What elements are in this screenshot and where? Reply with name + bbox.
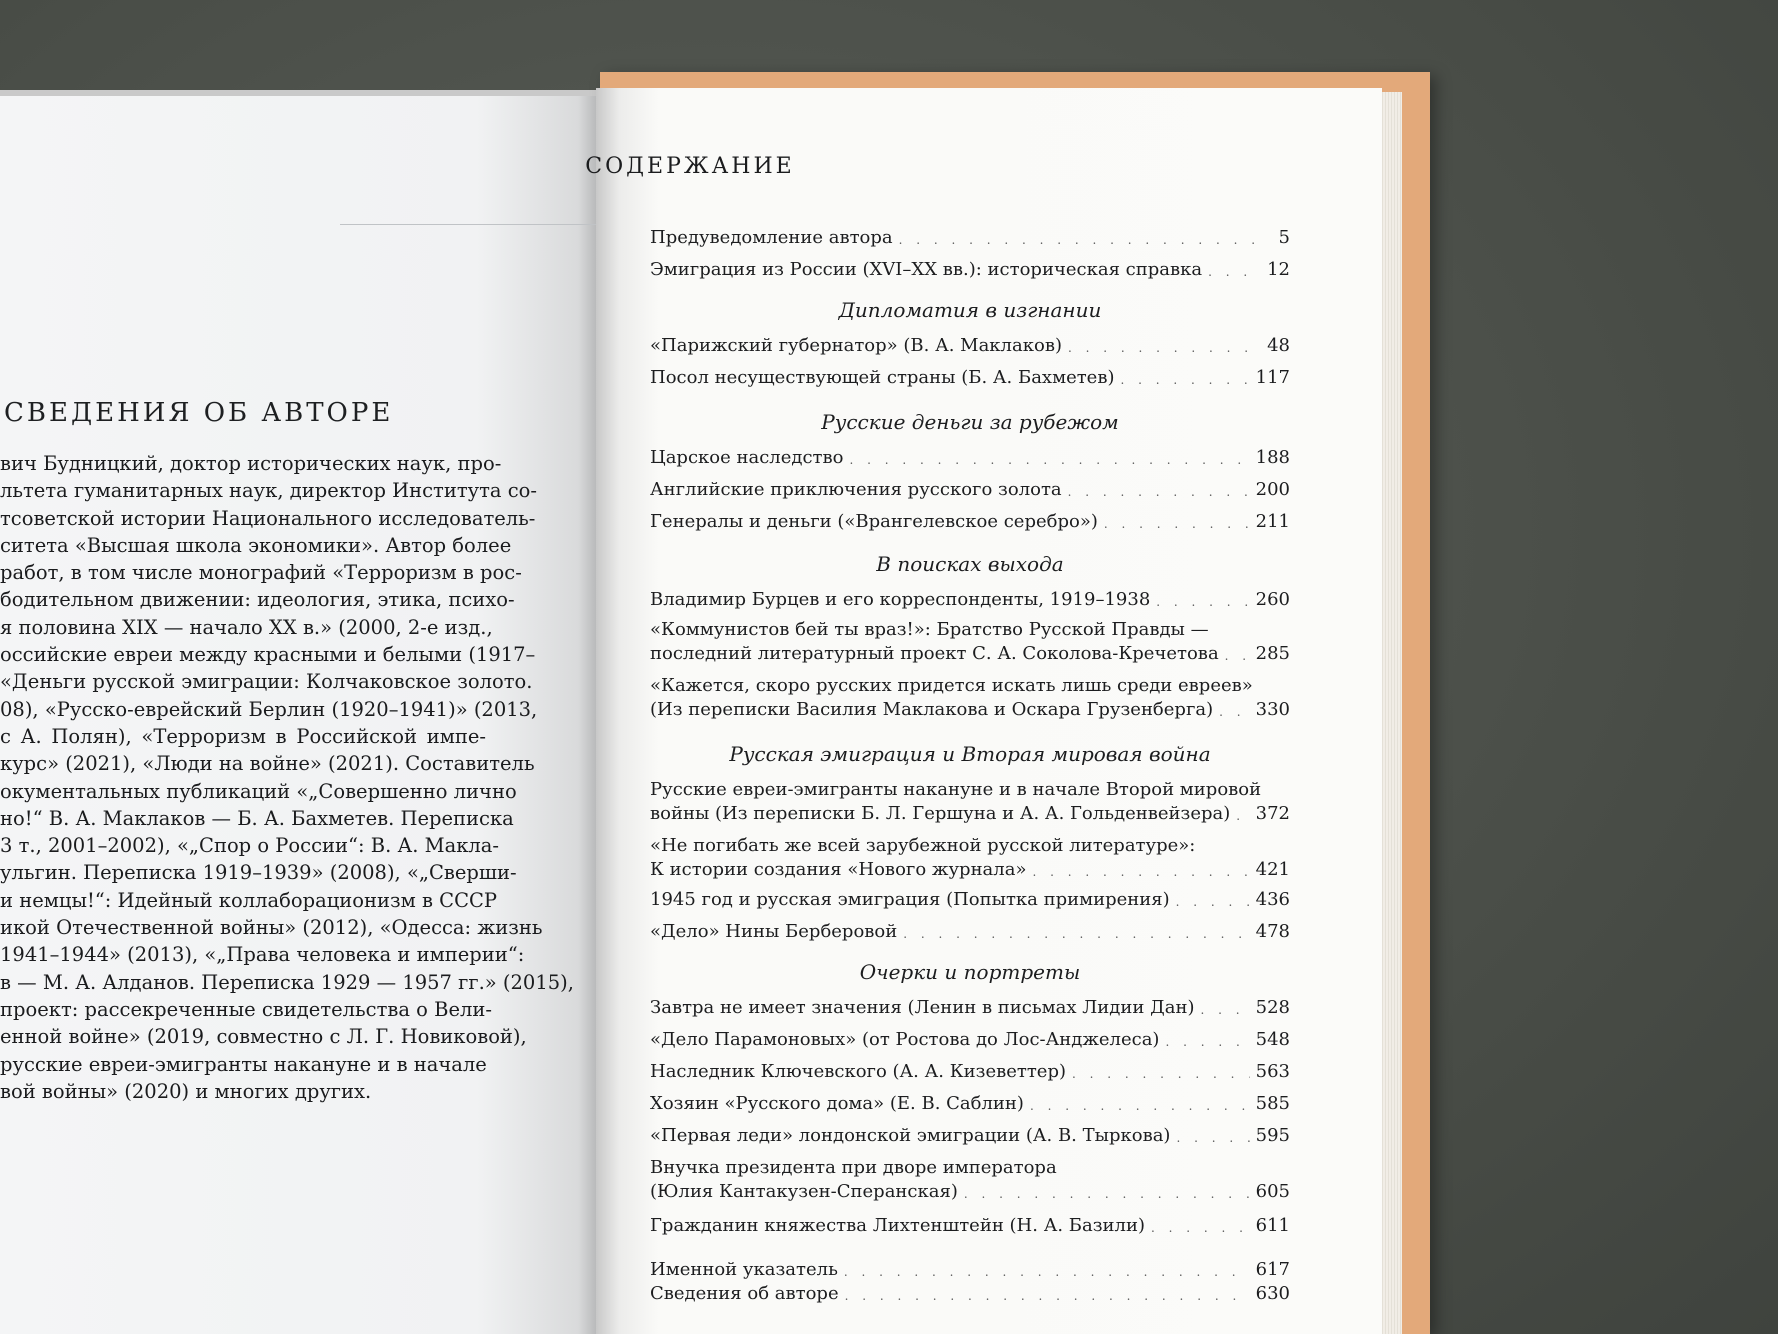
- toc-entry-title-line: Русские евреи-эмигранты накануне и в начале Второй мировой: [650, 779, 1262, 800]
- toc-page-number: 548: [1255, 1029, 1290, 1050]
- toc-entry[interactable]: [650, 674, 1290, 722]
- toc-entry[interactable]: [650, 618, 1290, 666]
- toc-page-number: 211: [1255, 511, 1290, 532]
- toc-entry[interactable]: [650, 1028, 1290, 1052]
- dot-leader: [1236, 806, 1249, 826]
- toc-entry-title: Гражданин княжества Лихтенштейн (Н. А. Базили): [650, 1215, 1145, 1236]
- about-author-line: 1941–1944» (2013), «„Права человека и империи“:: [0, 943, 525, 967]
- toc-entry[interactable]: [650, 510, 1290, 534]
- toc-section-heading: Русская эмиграция и Вторая мировая война: [729, 742, 1211, 766]
- toc-page-number: 421: [1255, 859, 1290, 880]
- toc-entry-title: «Парижский губернатор» (В. А. Маклаков): [650, 335, 1062, 356]
- toc-entry-title: Эмиграция из России (XVI–XX вв.): историческая справка: [650, 259, 1203, 280]
- dot-leader: [1068, 482, 1250, 502]
- dot-leader: [1068, 338, 1254, 358]
- about-author-line: вич Будницкий, доктор исторических наук, про-: [0, 452, 502, 475]
- toc-entry-title: «Дело» Нины Берберовой: [650, 921, 898, 942]
- toc-page-number: 611: [1255, 1215, 1290, 1236]
- toc-section-heading: Очерки и портреты: [859, 960, 1081, 984]
- toc-entry-title: Царское наследство: [650, 447, 844, 468]
- toc-entry[interactable]: [650, 888, 1290, 912]
- dot-leader: [1225, 646, 1250, 666]
- toc-entry-title: Завтра не имеет значения (Ленин в письмах Лидии Дан): [650, 997, 1195, 1018]
- toc-page-number: 285: [1255, 643, 1290, 664]
- dot-leader: [1165, 1032, 1249, 1052]
- toc-entry-title: (Юлия Кантакузен-Сперанская): [650, 1181, 958, 1202]
- about-author-line: курс» (2021), «Люди на войне» (2021). Составитель: [0, 752, 535, 776]
- dot-leader: [899, 230, 1254, 250]
- dot-leader: [1104, 514, 1250, 534]
- toc-page-number: 478: [1255, 921, 1290, 942]
- dot-leader: [903, 924, 1249, 944]
- about-author-line: тсоветской истории Национального исследователь-: [0, 506, 536, 530]
- dot-leader: [964, 1184, 1250, 1204]
- toc-page-number: 528: [1255, 997, 1290, 1018]
- toc-entry-title: Генералы и деньги («Врангелевское серебро»): [650, 511, 1098, 532]
- toc-entry[interactable]: [650, 258, 1290, 282]
- toc-entry[interactable]: [650, 334, 1290, 358]
- toc-entry-title: Предуведомление автора: [650, 227, 893, 248]
- dot-leader: [1030, 1096, 1250, 1116]
- about-author-line: с А. Полян), «Терроризм в Российской импе-: [0, 724, 486, 748]
- about-author-line: и немцы!“: Идейный коллаборационизм в СССР: [0, 888, 498, 912]
- toc-page-number: 117: [1255, 367, 1290, 388]
- toc-page-number: 585: [1255, 1093, 1290, 1114]
- toc-entry[interactable]: [650, 1258, 1290, 1282]
- dot-leader: [1200, 1000, 1249, 1020]
- toc-entry-title: Владимир Бурцев и его корреспонденты, 1919–1938: [650, 589, 1151, 610]
- toc-entry-title: Сведения об авторе: [650, 1283, 839, 1304]
- toc-entry[interactable]: [650, 1156, 1290, 1204]
- dot-leader: [1156, 592, 1249, 612]
- toc-entry-title-line: «Коммунистов бей ты враз!»: Братство Русской Правды —: [650, 619, 1209, 640]
- toc-entry[interactable]: [650, 1092, 1290, 1116]
- toc-entry[interactable]: [650, 226, 1290, 250]
- toc-page-number: 5: [1278, 227, 1290, 248]
- dot-leader: [1032, 862, 1249, 882]
- toc-entry[interactable]: [650, 996, 1290, 1020]
- toc-entry[interactable]: [650, 1282, 1290, 1306]
- contents-title: СОДЕРЖАНИЕ: [585, 154, 795, 179]
- about-author-title: СВЕДЕНИЯ ОБ АВТОРЕ: [4, 398, 394, 428]
- toc-section-heading: Русские деньги за рубежом: [821, 410, 1119, 434]
- dot-leader: [845, 1286, 1250, 1306]
- toc-page-number: 630: [1255, 1283, 1290, 1304]
- toc-page-number: 260: [1255, 589, 1290, 610]
- about-author-line: проект: рассекреченные свидетельства о Вели-: [0, 997, 492, 1021]
- dot-leader: [1176, 892, 1250, 912]
- toc-entry[interactable]: [650, 478, 1290, 502]
- dot-leader: [1176, 1128, 1249, 1148]
- toc-page-number: 617: [1255, 1259, 1290, 1280]
- about-author-line: льтета гуманитарных наук, директор Института со-: [0, 479, 537, 503]
- toc-entry[interactable]: [650, 366, 1290, 390]
- page-edges: [1380, 92, 1402, 1334]
- toc-entry[interactable]: [650, 834, 1290, 882]
- about-author-line: оссийские евреи между красными и белыми (1917–: [0, 643, 536, 667]
- about-author-line: русские евреи-эмигранты накануне и в начале: [0, 1052, 487, 1076]
- dot-leader: [1151, 1218, 1250, 1238]
- dot-leader: [1219, 702, 1250, 722]
- toc-section-heading: В поисках выхода: [876, 552, 1064, 576]
- left-page: [0, 96, 596, 1334]
- toc-entry[interactable]: [650, 920, 1290, 944]
- toc-page-number: 200: [1255, 479, 1290, 500]
- about-author-line: окументальных публикаций «„Совершенно лично: [0, 779, 517, 803]
- toc-entry-title: Хозяин «Русского дома» (Е. В. Саблин): [650, 1093, 1024, 1114]
- about-author-line: икой Отечественной войны» (2012), «Одесса: жизнь: [0, 916, 543, 940]
- toc-entry-title: 1945 год и русская эмиграция (Попытка примирения): [650, 889, 1170, 910]
- toc-entry-title: «Дело Парамоновых» (от Ростова до Лос-Анджелеса): [650, 1029, 1160, 1050]
- about-author-line: я половина XIX — начало XX в.» (2000, 2-е изд.,: [0, 615, 493, 639]
- about-author-line: «Деньги русской эмиграции: Колчаковское золото.: [0, 670, 533, 694]
- toc-entry-title: войны (Из переписки Б. Л. Гершуна и А. А. Гольденвейзера): [650, 803, 1231, 824]
- toc-page-number: 605: [1255, 1181, 1290, 1202]
- dot-leader: [1121, 370, 1250, 390]
- toc-entry-title-line: «Кажется, скоро русских придется искать лишь среди евреев»: [650, 675, 1253, 696]
- about-author-line: 3 т., 2001–2002), «„Спор о России“: В. А. Макла-: [0, 834, 500, 858]
- toc-entry-title: К истории создания «Нового журнала»: [650, 859, 1027, 880]
- dot-leader: [1208, 262, 1254, 282]
- toc-entry-title: Посол несуществующей страны (Б. А. Бахметев): [650, 367, 1115, 388]
- toc-page-number: 12: [1267, 259, 1290, 280]
- about-author-line: в — М. А. Алданов. Переписка 1929 — 1957 гг.» (2015),: [0, 970, 574, 994]
- toc-page-number: 595: [1255, 1125, 1290, 1146]
- dot-leader: [844, 1262, 1250, 1282]
- toc-page-number: 330: [1255, 699, 1290, 720]
- toc-entry-title: Именной указатель: [650, 1259, 838, 1280]
- toc-entry[interactable]: [650, 778, 1290, 826]
- toc-page-number: 48: [1267, 335, 1290, 356]
- about-author-line: вой войны» (2020) и многих других.: [0, 1079, 372, 1103]
- toc-entry-title: Английские приключения русского золота: [650, 479, 1062, 500]
- toc-entry[interactable]: [650, 588, 1290, 612]
- about-author-line: но!“ В. А. Маклаков — Б. А. Бахметев. Переписка: [0, 806, 514, 830]
- about-author-line: работ, в том числе монографий «Терроризм в рос-: [0, 561, 522, 585]
- dot-leader: [849, 450, 1249, 470]
- toc-entry[interactable]: [650, 446, 1290, 470]
- about-author-line: бодительном движении: идеология, этика, психо-: [0, 588, 515, 612]
- about-author-line: ситета «Высшая школа экономики». Автор более: [0, 533, 512, 557]
- toc-page-number: 436: [1255, 889, 1290, 910]
- toc-entry[interactable]: [650, 1124, 1290, 1148]
- toc-entry[interactable]: [650, 1214, 1290, 1238]
- toc-entry-title: (Из переписки Василия Маклакова и Оскара Грузенберга): [650, 699, 1214, 720]
- toc-entry-title-line: «Не погибать же всей зарубежной русской литературе»:: [650, 835, 1196, 856]
- about-author-body: [0, 450, 574, 1105]
- toc-entry-title: Наследник Ключевского (А. А. Кизеветтер): [650, 1061, 1066, 1082]
- about-author-line: 08), «Русско-еврейский Берлин (1920–1941)» (2013,: [0, 697, 538, 721]
- toc-page-number: 563: [1255, 1061, 1290, 1082]
- toc-entry-title: последний литературный проект С. А. Соколова-Кречетова: [650, 643, 1219, 664]
- show-through-rule: [340, 224, 596, 225]
- about-author-line: енной войне» (2019, совместно с Л. Г. Новиковой),: [0, 1025, 527, 1049]
- toc-page-number: 188: [1255, 447, 1290, 468]
- toc-entry-title-line: Внучка президента при дворе императора: [650, 1157, 1057, 1178]
- toc-entry[interactable]: [650, 1060, 1290, 1084]
- toc-section-heading: Дипломатия в изгнании: [838, 298, 1102, 322]
- about-author-line: ульгин. Переписка 1919–1939» (2008), «„Сверши-: [0, 861, 517, 885]
- dot-leader: [1072, 1064, 1250, 1084]
- toc-page-number: 372: [1255, 803, 1290, 824]
- toc-entry-title: «Первая леди» лондонской эмиграции (А. В. Тыркова): [650, 1125, 1171, 1146]
